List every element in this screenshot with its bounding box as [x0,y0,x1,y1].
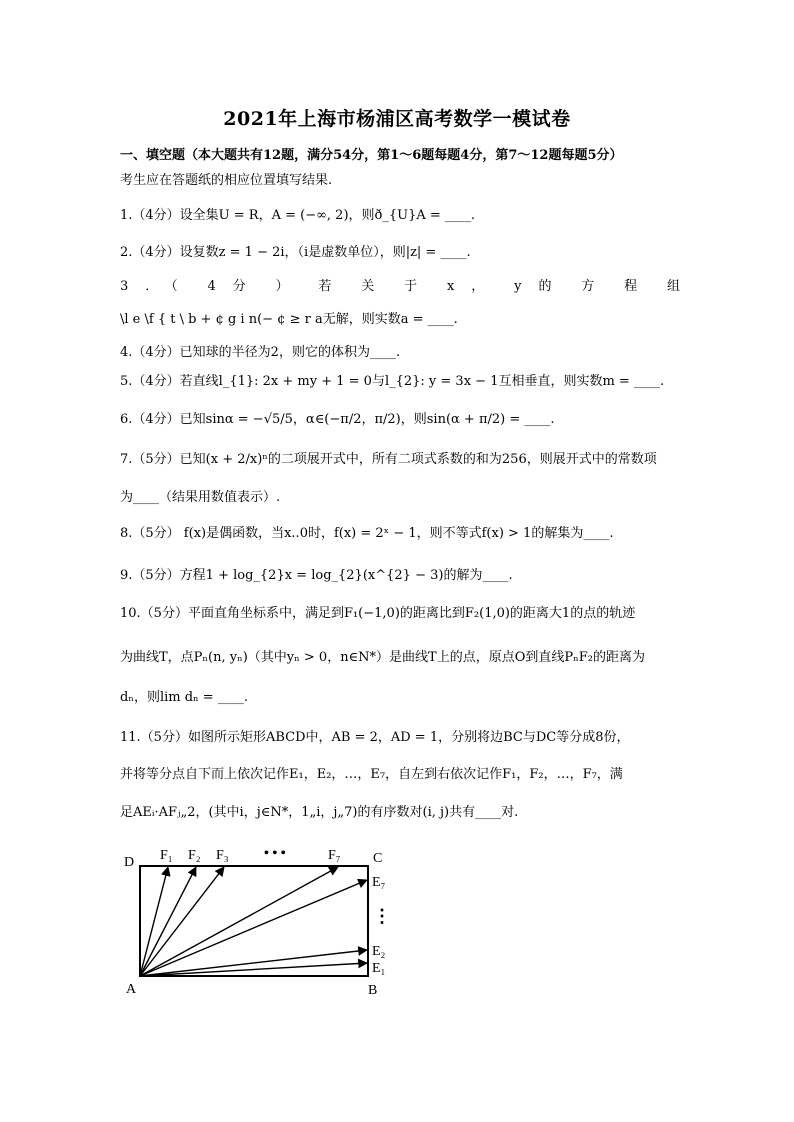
label-a: A [126,982,137,996]
question-10-line-2: 为曲线T，点Pₙ(n, yₙ)（其中yₙ > 0，n∈N*）是曲线T上的点，原点O到直线PₙF₂的距离为 [120,650,645,665]
label-dots-top: • • • [264,846,286,861]
question-7-line-1: 7.（5分）已知(x + 2/x)ⁿ的二项展开式中，所有二项式系数的和为256，则展开式中的常数项 [120,452,657,467]
label-dots-side: ⋮ [373,906,391,926]
label-d: D [124,855,135,870]
label-b: B [368,983,378,996]
rectangle-abcd [140,866,368,976]
section-instruction: 考生应在答题纸的相应位置填写结果. [120,173,333,188]
question-8: 8.（5分） f(x)是偶函数，当x..0时，f(x) = 2ˣ − 1，则不等式f(x) > 1的解集为____. [120,526,614,541]
arrow-af1 [140,867,168,976]
arrow-af2 [140,867,196,976]
label-e7: E₇ [372,875,386,890]
label-c: C [373,851,383,866]
exam-title: 2021年上海市杨浦区高考数学一模试卷 [223,108,571,130]
question-7-line-2: 为____（结果用数值表示）. [120,490,281,505]
question-5: 5.（4分）若直线l_{1}: 2x + my + 1 = 0与l_{2}: y = 3x − 1互相垂直，则实数m = ____. [120,374,665,389]
arrow-ae2 [140,950,367,976]
question-3-line-2: \l e \f { t \ b + ¢ g i n(− ¢ ≥ r a无解，则实数a = ____. [120,312,458,327]
question-2: 2.（4分）设复数z = 1 − 2i，（i是虚数单位），则|z| = ____. [120,245,471,260]
question-3-line-1: 3 ．（ 4 分 ） 若 关 于 x ， y 的 方 程 组 [120,279,680,294]
arrow-ae7 [140,880,367,976]
arrow-af7 [140,867,338,976]
question-10-line-1: 10.（5分）平面直角坐标系中，满足到F₁(−1,0)的距离比到F₂(1,0)的距离大1的点的轨迹 [120,606,636,621]
question-11-line-2: 并将等分点自下而上依次记作E₁，E₂，…，E₇，自左到右依次记作F₁，F₂，…，F₇，满 [120,767,623,782]
label-f1: F₁ [160,848,173,863]
label-e2: E₂ [372,944,386,959]
question-11-line-1: 11.（5分）如图所示矩形ABCD中，AB = 2，AD = 1，分别将边BC与DC等分成8份， [120,730,630,745]
question-1: 1.（4分）设全集U = R，A = (−∞, 2)，则ð_{U}A = ____. [120,208,476,223]
vector-arrows [140,867,367,976]
section-heading: 一、填空题（本大题共有12题，满分54分，第1～6题每题4分，第7～12题每题5分） [120,148,623,163]
question-9: 9.（5分）方程1 + log_{2}x = log_{2}(x^{2} − 3)的解为____. [120,568,513,583]
question-4: 4.（4分）已知球的半径为2，则它的体积为____. [120,345,401,360]
rectangle-figure [118,846,408,996]
arrow-ae1 [140,963,367,976]
arrow-af3 [140,867,224,976]
label-f7: F₇ [328,848,341,863]
label-f2: F₂ [188,848,201,863]
question-11-line-3: 足AEᵢ·AFⱼ„2，(其中i，j∈N*，1„i，j„7)的有序数对(i, j)共有____对. [120,805,519,820]
label-f3: F₃ [216,848,229,863]
question-6: 6.（4分）已知sinα = −√5/5，α∈(−π/2，π/2)，则sin(α + π/2) = ____. [120,412,555,427]
label-e1: E₁ [372,961,386,976]
question-10-line-3: dₙ，则lim dₙ = ____. [120,690,248,705]
